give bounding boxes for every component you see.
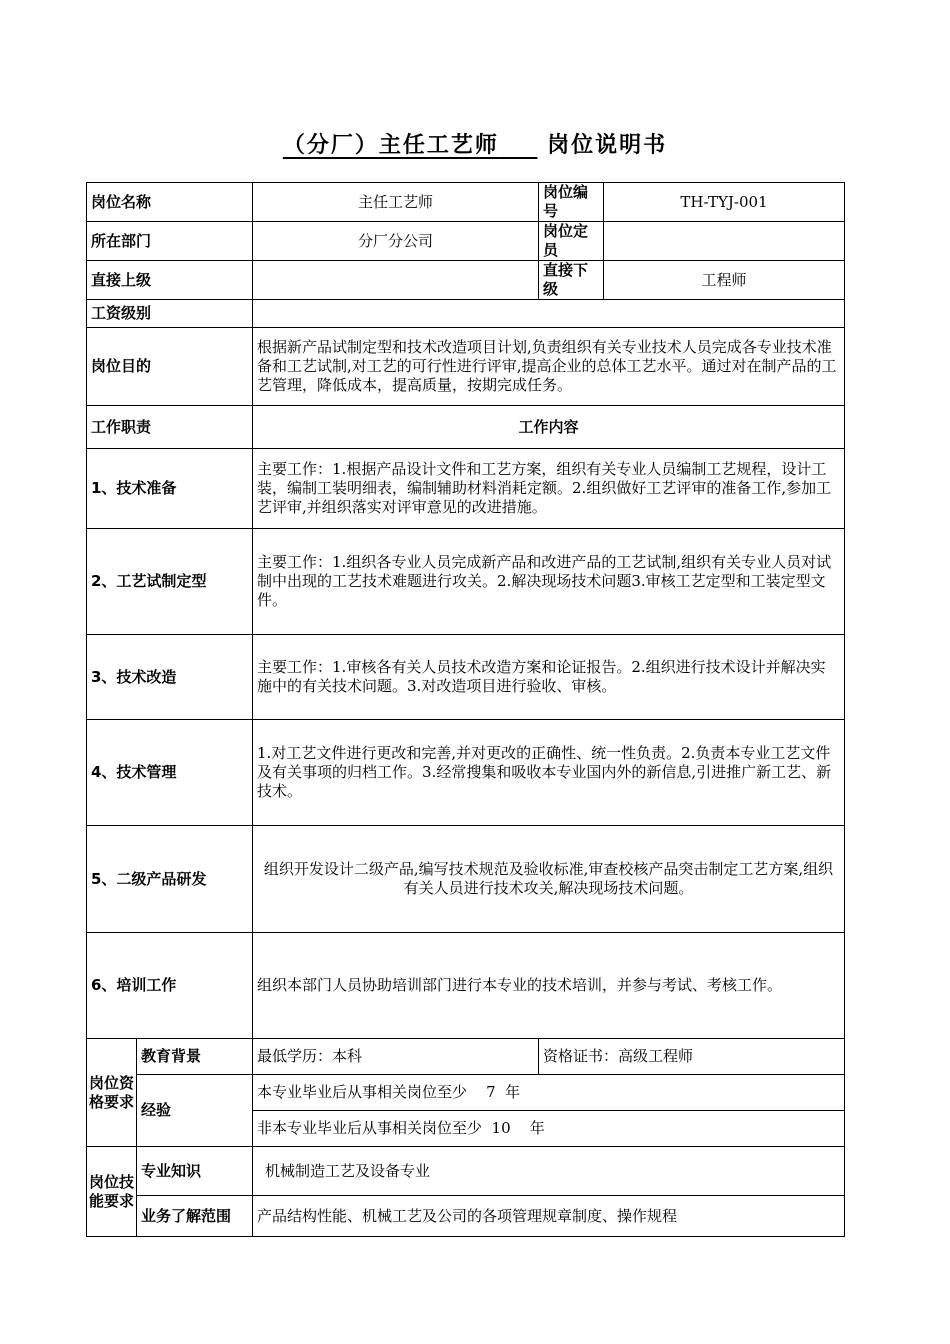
duty-content: 主要工作：1.组织各专业人员完成新产品和改进产品的工艺试制,组织有关专业人员对试制中出现的工艺技术难题进行攻关。2.解决现场技术问题3.审核工艺定型和工装定型文件。 xyxy=(253,529,845,635)
title-prefix: （分厂）主任工艺师 xyxy=(282,132,499,158)
row-purpose xyxy=(87,328,845,406)
row-experience-1 xyxy=(87,1075,845,1111)
position-code-label: 岗位编号 xyxy=(539,183,604,222)
headcount-label: 岗位定员 xyxy=(539,222,604,261)
title-gap xyxy=(499,132,538,158)
scope-value: 产品结构性能、机械工艺及公司的各项管理规章制度、操作规程 xyxy=(253,1196,845,1237)
duties-label: 工作职责 xyxy=(87,406,253,449)
row-superior-subordinate xyxy=(87,261,845,300)
duty-name: 2、工艺试制定型 xyxy=(87,529,253,635)
duty-content: 组织开发设计二级产品,编写技术规范及验收标准,审查校核产品突击制定工艺方案,组织有关人员进行技术攻关,解决现场技术问题。 xyxy=(253,826,845,933)
scope-label: 业务了解范围 xyxy=(137,1196,253,1237)
headcount-value xyxy=(604,222,845,261)
experience-label: 经验 xyxy=(137,1075,253,1147)
row-dept-quota xyxy=(87,222,845,261)
skills-group-label: 岗位技能要求 xyxy=(87,1147,137,1237)
duty-row xyxy=(87,529,845,635)
duty-content: 主要工作：1.根据产品设计文件和工艺方案，组织有关专业人员编制工艺规程，设计工装，编制工装明细表，编制辅助材料消耗定额。2.组织做好工艺评审的准备工作,参加工艺评审,并组织落实对评审意见的改进措施。 xyxy=(253,449,845,529)
duty-row xyxy=(87,826,845,933)
education-value: 最低学历：本科 xyxy=(253,1039,539,1075)
duty-content: 组织本部门人员协助培训部门进行本专业的技术培训，并参与考试、考核工作。 xyxy=(253,933,845,1039)
experience-value-1: 本专业毕业后从事相关岗位至少 7 年 xyxy=(253,1075,845,1111)
duty-name: 4、技术管理 xyxy=(87,720,253,826)
duty-row xyxy=(87,720,845,826)
row-knowledge xyxy=(87,1147,845,1196)
row-salary xyxy=(87,300,845,328)
position-name-label: 岗位名称 xyxy=(87,183,253,222)
work-content-label: 工作内容 xyxy=(253,406,845,449)
duty-row xyxy=(87,933,845,1039)
row-education xyxy=(87,1039,845,1075)
row-duties-header xyxy=(87,406,845,449)
duty-name: 5、二级产品研发 xyxy=(87,826,253,933)
department-value: 分厂分公司 xyxy=(253,222,539,261)
position-code-value: TH-TYJ-001 xyxy=(604,183,845,222)
department-label: 所在部门 xyxy=(87,222,253,261)
salary-grade-value xyxy=(253,300,845,328)
duty-content: 主要工作：1.审核各有关人员技术改造方案和论证报告。2.组织进行技术设计并解决实施中的有关技术问题。3.对改造项目进行验收、审核。 xyxy=(253,635,845,720)
subordinate-label: 直接下级 xyxy=(539,261,604,300)
duty-name: 6、培训工作 xyxy=(87,933,253,1039)
duty-row xyxy=(87,449,845,529)
duty-name: 3、技术改造 xyxy=(87,635,253,720)
superior-label: 直接上级 xyxy=(87,261,253,300)
duty-row xyxy=(87,635,845,720)
purpose-text: 根据新产品试制定型和技术改造项目计划,负责组织有关专业技术人员完成各专业技术准备和工艺试制,对工艺的可行性进行评审,提高企业的总体工艺水平。通过对在制产品的工艺管理，降低成本，提高质量，按期完成任务。 xyxy=(253,328,845,406)
qualification-group-label: 岗位资格要求 xyxy=(87,1039,137,1147)
duty-name: 1、技术准备 xyxy=(87,449,253,529)
knowledge-label: 专业知识 xyxy=(137,1147,253,1196)
experience-value-2: 非本专业毕业后从事相关岗位至少 10 年 xyxy=(253,1111,845,1147)
duty-content: 1.对工艺文件进行更改和完善,并对更改的正确性、统一性负责。2.负责本专业工艺文件及有关事项的归档工作。3.经常搜集和吸收本专业国内外的新信息,引进推广新工艺、新技术。 xyxy=(253,720,845,826)
row-scope xyxy=(87,1196,845,1237)
subordinate-value: 工程师 xyxy=(604,261,845,300)
education-label: 教育背景 xyxy=(137,1039,253,1075)
title-suffix: 岗位说明书 xyxy=(547,132,668,158)
position-name-value: 主任工艺师 xyxy=(253,183,539,222)
superior-value xyxy=(253,261,539,300)
salary-grade-label: 工资级别 xyxy=(87,300,253,328)
document-title xyxy=(0,128,950,159)
job-description-table xyxy=(86,182,845,1237)
row-name-code xyxy=(87,183,845,222)
certificate-value: 资格证书：高级工程师 xyxy=(539,1039,845,1075)
purpose-label: 岗位目的 xyxy=(87,328,253,406)
knowledge-value: 机械制造工艺及设备专业 xyxy=(253,1147,845,1196)
